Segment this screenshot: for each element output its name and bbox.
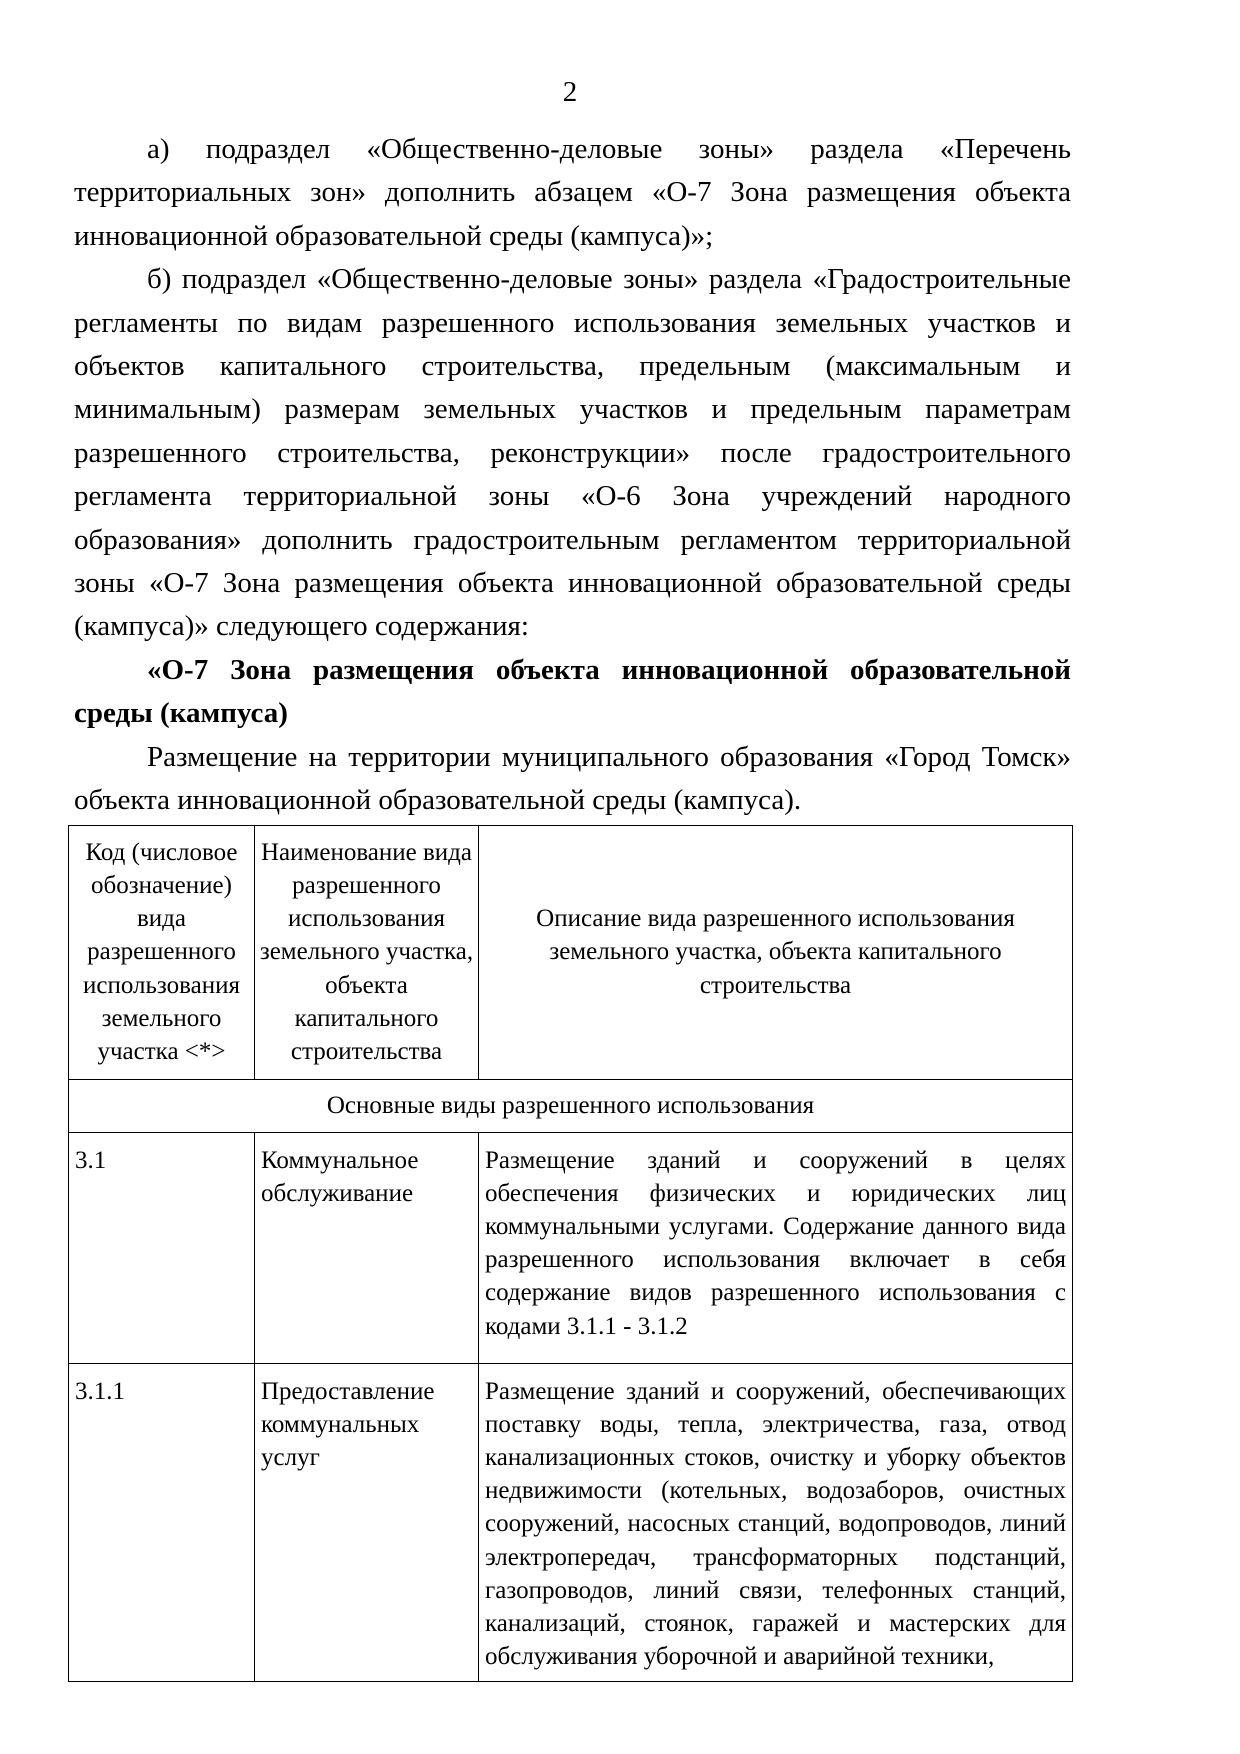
table-section-row bbox=[69, 1079, 1073, 1132]
table-header-row bbox=[69, 825, 1073, 1079]
table-row bbox=[69, 1363, 1073, 1682]
header-code: Код (числовое обозначение) вида разрешенного использования земельного участка <*> bbox=[69, 825, 255, 1079]
row-name: Коммунальное обслуживание bbox=[255, 1132, 479, 1363]
table-row bbox=[69, 1132, 1073, 1363]
land-use-table bbox=[68, 825, 1073, 1683]
zone-description: Размещение на территории муниципального образования «Город Томск» объекта инновационной образовательной среды (кампуса). bbox=[74, 740, 1071, 817]
page-number: 2 bbox=[562, 76, 578, 108]
row-code: 3.1.1 bbox=[69, 1363, 255, 1682]
row-name: Предоставление коммунальных услуг bbox=[255, 1363, 479, 1682]
section-title: Основные виды разрешенного использования bbox=[69, 1079, 1073, 1132]
header-name: Наименование вида разрешенного использования земельного участка, объекта капитального строительства bbox=[255, 825, 479, 1079]
header-description: Описание вида разрешенного использования земельного участка, объекта капитального строительства bbox=[479, 825, 1073, 1079]
row-description: Размещение зданий и сооружений, обеспечивающих поставку воды, тепла, электричества, газа, отвод канализационных стоков, очистку и уборку объектов недвижимости (котельных, водозаборов, очистных сооружений, насосных станций, водопроводов, линий электропередач, трансформаторных подстанций, газопроводов, линий связи, телефонных станций, канализаций, стоянок, гаражей и мастерских для обслуживания уборочной и аварийной техники, bbox=[479, 1363, 1073, 1682]
row-code: 3.1 bbox=[69, 1132, 255, 1363]
page-content bbox=[68, 128, 1072, 1682]
document-body bbox=[74, 128, 1071, 823]
zone-heading: «О-7 Зона размещения объекта инновационной образовательной среды (кампуса) bbox=[74, 653, 1071, 730]
row-description: Размещение зданий и сооружений в целях обеспечения физических и юридических лиц коммунальными услугами. Содержание данного вида разрешенного использования включает в себя содержание видов разрешенного использования с кодами 3.1.1 - 3.1.2 bbox=[479, 1132, 1073, 1363]
paragraph-a: а) подраздел «Общественно-деловые зоны» раздела «Перечень территориальных зон» дополнить абзацем «О-7 Зона размещения объекта инновационной образовательной среды (кампуса)»; bbox=[74, 133, 1071, 252]
paragraph-b: б) подраздел «Общественно-деловые зоны» раздела «Градостроительные регламенты по видам разрешенного использования земельных участков и объектов капитального строительства, предельным (максимальным и минимальным) размерам земельных участков и предельным параметрам разрешенного строительства, реконструкции» после градостроительного регламента территориальной зоны «О-6 Зона учреждений народного образования» дополнить градостроительным регламентом территориальной зоны «О-7 Зона размещения объекта инновационной образовательной среды (кампуса)» следующего содержания: bbox=[74, 263, 1071, 643]
